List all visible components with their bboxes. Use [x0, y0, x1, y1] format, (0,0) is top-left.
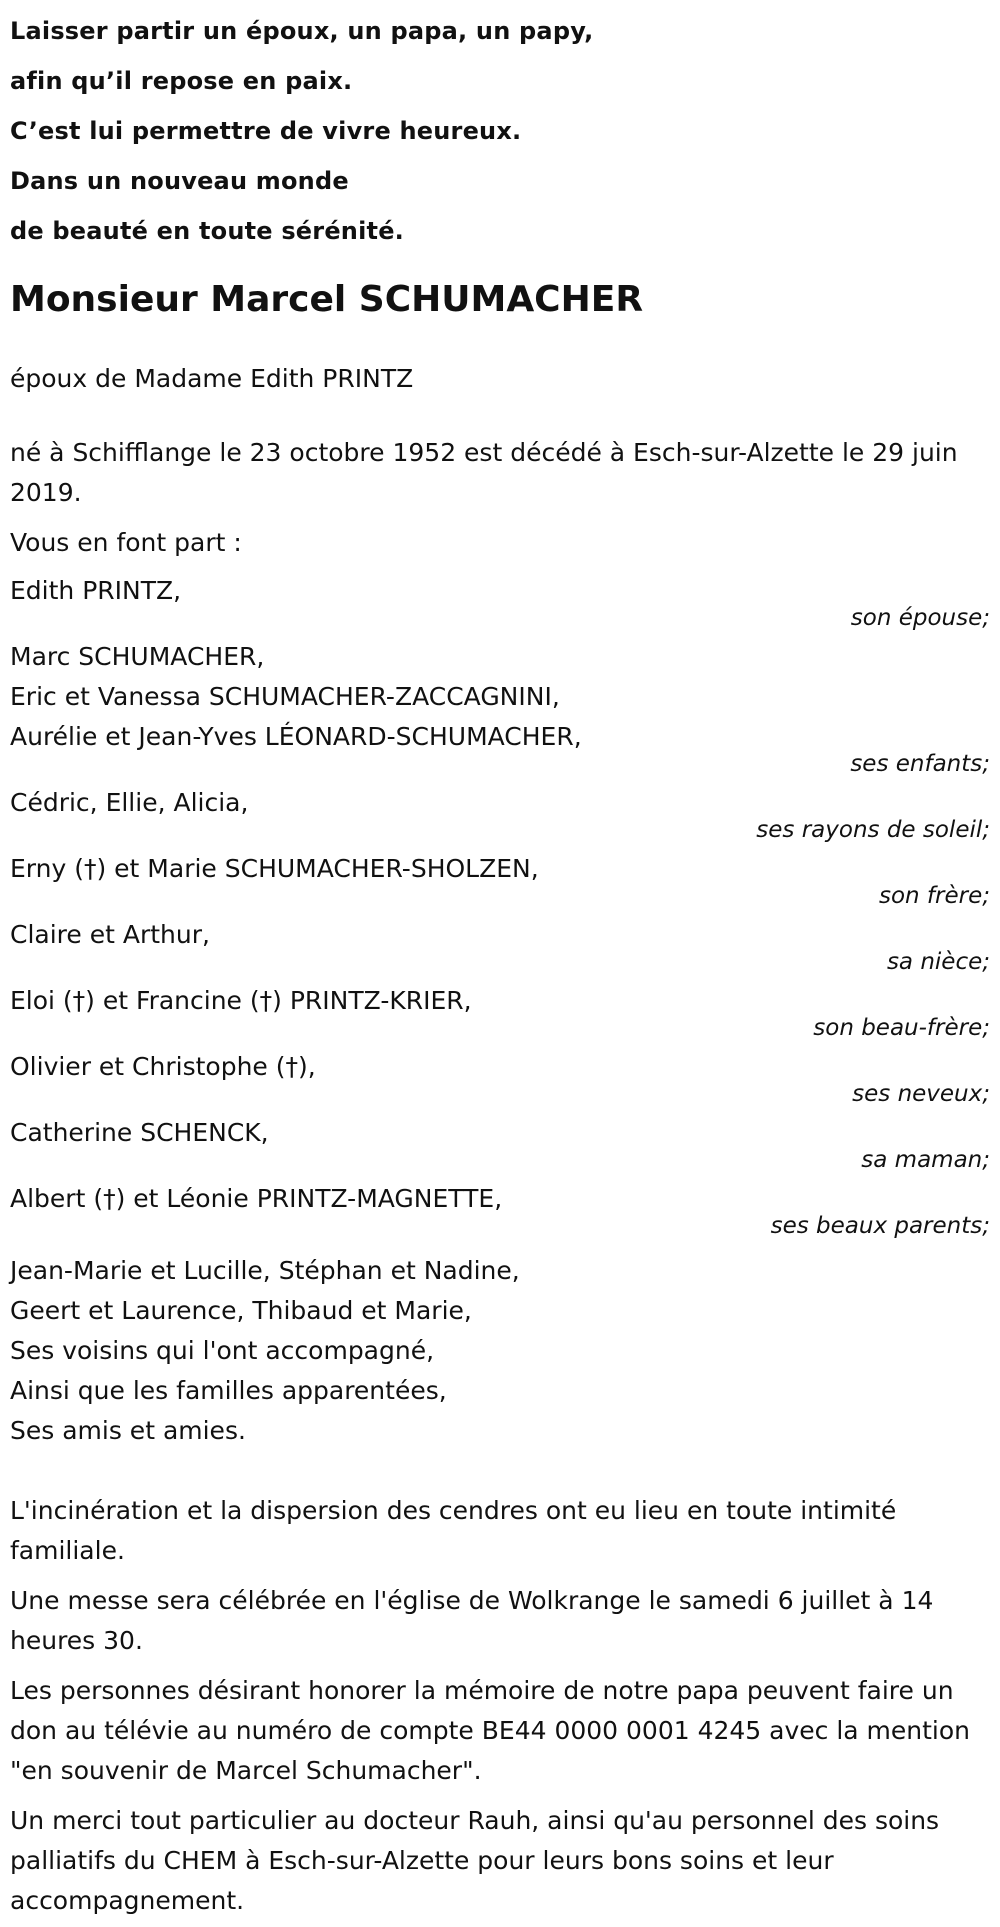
- family-group: [10, 571, 990, 633]
- family-relation: ses neveux;: [852, 1081, 990, 1107]
- family-member-name: Cédric, Ellie, Alicia,: [10, 788, 249, 817]
- mass-paragraph: Une messe sera célébrée en l'église de Wolkrange le samedi 6 juillet à 14 heures 30.: [10, 1586, 934, 1655]
- poem-line: Laisser partir un époux, un papa, un papy,: [10, 17, 594, 45]
- other-mourners-line: Ses amis et amies.: [10, 1416, 246, 1445]
- family-group: [10, 849, 990, 911]
- family-group: [10, 783, 990, 845]
- family-member-name: Eloi (†) et Francine (†) PRINTZ-KRIER,: [10, 986, 472, 1015]
- family-member-name: Claire et Arthur,: [10, 920, 210, 949]
- family-member-name: Catherine SCHENCK,: [10, 1118, 269, 1147]
- other-mourners-line: Ainsi que les familles apparentées,: [10, 1376, 447, 1405]
- family-group: [10, 1113, 990, 1175]
- family-group: [10, 915, 990, 977]
- other-mourners-line: Ses voisins qui l'ont accompagné,: [10, 1336, 435, 1365]
- family-relation: ses enfants;: [850, 751, 990, 777]
- family-group: [10, 637, 990, 779]
- deceased-name-title: Monsieur Marcel SCHUMACHER: [10, 279, 644, 320]
- donation-paragraph: Les personnes désirant honorer la mémoire de notre papa peuvent faire un don au télévie au numéro de compte BE44 0000 0001 4245 avec la mention "en souvenir de Marcel Schumacher".: [10, 1676, 971, 1785]
- family-relation: sa nièce;: [886, 949, 990, 975]
- cremation-paragraph: L'incinération et la dispersion des cendres ont eu lieu en toute intimité familiale.: [10, 1496, 897, 1565]
- family-group: [10, 981, 990, 1043]
- family-member-name: Eric et Vanessa SCHUMACHER-ZACCAGNINI,: [10, 682, 560, 711]
- family-member-name: Marc SCHUMACHER,: [10, 642, 265, 671]
- family-list: [10, 571, 990, 1241]
- family-group: [10, 1179, 990, 1241]
- poem-line: C’est lui permettre de vivre heureux.: [10, 117, 522, 145]
- other-mourners-line: Jean-Marie et Lucille, Stéphan et Nadine,: [10, 1256, 520, 1285]
- family-relation: ses rayons de soleil;: [756, 817, 990, 843]
- spouse-line: époux de Madame Edith PRINTZ: [10, 364, 414, 393]
- family-relation: ses beaux parents;: [770, 1213, 990, 1239]
- closing-section: [10, 1491, 990, 1921]
- family-relation: son frère;: [878, 883, 990, 909]
- family-member-name: Aurélie et Jean-Yves LÉONARD-SCHUMACHER,: [10, 722, 582, 751]
- family-member-name: Olivier et Christophe (†),: [10, 1052, 316, 1081]
- family-relation: sa maman;: [861, 1147, 990, 1173]
- family-relation: son beau-frère;: [813, 1015, 990, 1041]
- other-mourners-list: [10, 1251, 990, 1451]
- family-member-name: Albert (†) et Léonie PRINTZ-MAGNETTE,: [10, 1184, 503, 1213]
- family-member-name: Edith PRINTZ,: [10, 576, 182, 605]
- poem-line: Dans un nouveau monde: [10, 167, 349, 195]
- family-member-name: Erny (†) et Marie SCHUMACHER-SHOLZEN,: [10, 854, 539, 883]
- announce-line: Vous en font part :: [10, 528, 242, 557]
- poem: [10, 6, 990, 256]
- other-mourners-line: Geert et Laurence, Thibaud et Marie,: [10, 1296, 472, 1325]
- poem-line: de beauté en toute sérénité.: [10, 217, 404, 245]
- family-relation: son épouse;: [850, 605, 990, 631]
- thanks-paragraph: Un merci tout particulier au docteur Rauh, ainsi qu'au personnel des soins palliatifs du CHEM à Esch-sur-Alzette pour leurs bons soins et leur accompagnement.: [10, 1806, 940, 1915]
- poem-line: afin qu’il repose en paix.: [10, 67, 353, 95]
- obituary-page: [0, 6, 1000, 1921]
- family-group: [10, 1047, 990, 1109]
- birth-death-line: né à Schifflange le 23 octobre 1952 est décédé à Esch-sur-Alzette le 29 juin 2019.: [10, 438, 958, 507]
